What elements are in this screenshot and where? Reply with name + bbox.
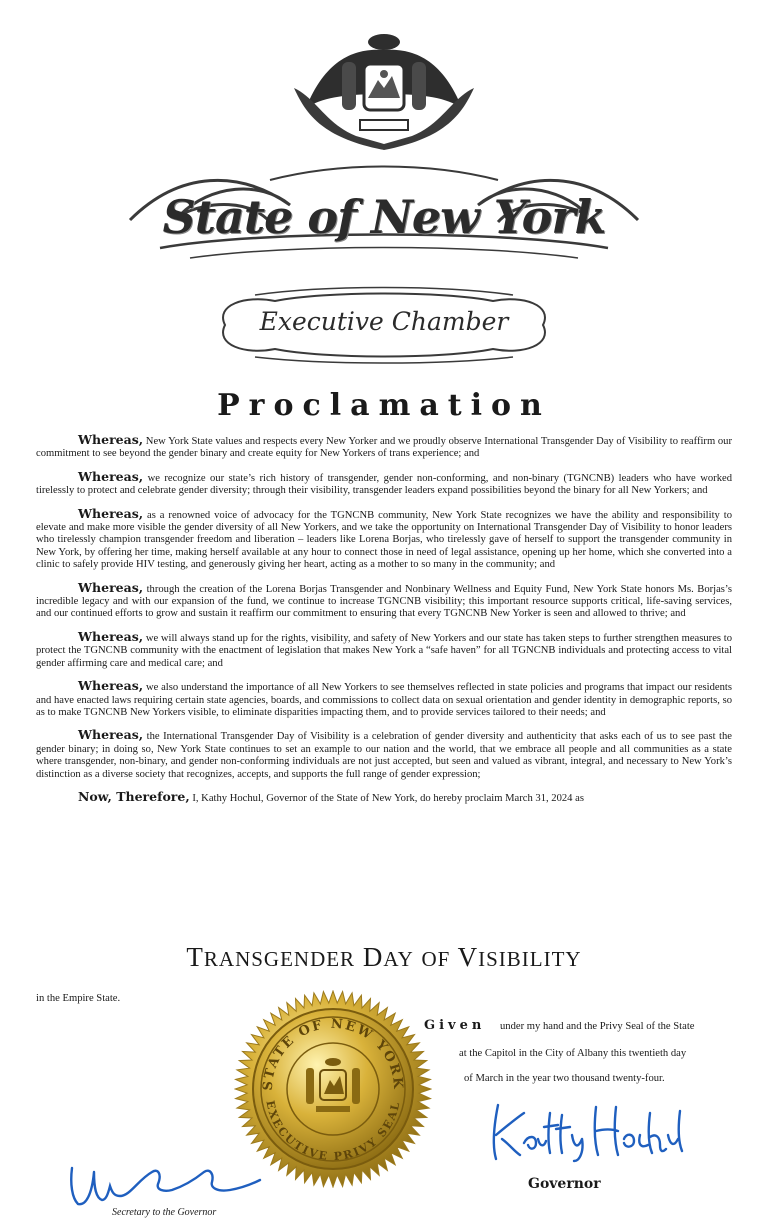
paragraph-lead: Whereas, [78,505,144,521]
day-title-word: AY [383,947,414,971]
state-title-heading [120,160,648,270]
chamber-title-heading [205,285,563,365]
paragraph-text: through the creation of the Lorena Borjas Transgender and Nonbinary Wellness and Equity Fund, New York State honors Ms. Borjas’s incredible legacy and with our expansion of the fund, we continue to increase TGNCNB visibility; this important resource supports critical, life-saving services, and our continued efforts to grow and sustain it reaffirm our commitment to ensuring that every TGNCNB New Yorker is seen and allowed to thrive; and [36,583,732,620]
proclamation-body [36,434,732,815]
given-line-1: under my hand and the Privy Seal of the State [500,1021,695,1032]
new-york-coat-of-arms-icon [286,28,482,152]
day-title-letter: V [457,942,479,972]
seal-bottom-text: EXECUTIVE PRIVY SEAL [263,1099,403,1164]
state-title: State of New York [162,190,606,244]
governor-title: Governor [528,1176,601,1192]
whereas-paragraph-3 [36,505,732,572]
paragraph-text: I, Kathy Hochul, Governor of the State of New York, do hereby proclaim March 31, 2024 as [192,792,584,804]
governor-signature-icon [484,1095,684,1165]
chamber-title: Executive Chamber [259,307,509,336]
secretary-title: Secretary to the Governor [112,1207,217,1218]
paragraph-text: we also understand the importance of all New Yorkers to see themselves reflected in state policies and programs that impact our residents and have enacted laws requiring certain state agencies, boards, and commissions to collect data on sexual orientation and gender identity in demographic reports, so as to make TGNCNB New Yorkers visible, to eliminate disparities impacting them, and to provide services tailored to their needs; and [36,682,732,718]
whereas-paragraph-2 [36,468,732,498]
location-text: in the Empire State. [36,993,121,1004]
whereas-paragraph-5 [36,628,732,670]
now-therefore-paragraph [36,788,732,805]
day-title-word: RANSGENDER [203,947,356,971]
whereas-paragraph-6 [36,680,732,719]
proclaimed-day-title [0,942,768,973]
whereas-paragraph-1 [36,434,732,461]
paragraph-text: as a renowned voice of advocacy for the TGNCNB community, New York State recognizes we have the ability and responsibility to elevate and make more visible the gender diversity of all New Yorkers, and we take the opportunity on International Transgender Day of Visibility to honor leaders who tirelessly champion transgender freedom and liberation – leaders like Lorena Borjas, who tirelessly gave of herself to support the transgender community in New York, by offering her time, making herself available at any hour to connect those in need of legal assistance, opening up her home, which she converted into a clinic to safely provide HIV testing, and generously giving her heart, acting as a mother to so many in the community; and [36,509,732,571]
paragraph-text: the International Transgender Day of Visibility is a celebration of gender diversity and authenticity that asks each of us to see past the gender binary; in doing so, New York State continues to set an example to our nation and the world, that we embrace all people and all communities as a state where transgender, non-binary, and gender non-conforming individuals are not just accepted, but seen and valued as vibrant, integral, and necessary to New York’s distinction as a diverse society that recognizes, accepts, and supports the full range of gender expression; [36,731,732,780]
paragraph-lead: Now, Therefore, [78,788,190,804]
day-title-word: ISIBILITY [478,947,582,971]
day-title-letter: D [362,942,384,972]
given-line-2: at the Capitol in the City of Albany this twentieth day [459,1048,687,1059]
day-title-letter: T [186,942,204,972]
day-title-word: OF [421,947,451,971]
paragraph-lead: Whereas, [78,579,144,595]
secretary-signature-icon [64,1150,264,1212]
paragraph-text: we will always stand up for the rights, visibility, and safety of New Yorkers and our state has taken steps to further strengthen measures to protect the TGNCNB community with the enactment of legislation that makes New York a “safe haven” for all TGNCNB individuals and protecting access to vital gender affirming care and medical care; and [36,632,732,669]
paragraph-lead: Whereas, [78,432,144,447]
paragraph-text: New York State values and respects every New Yorker and we proudly observe International Transgender Day of Visibility to reaffirm our commitment to see beyond the gender binary and create equity for New Yorkers of trans experience; and [36,436,732,460]
seal-top-text: STATE OF NEW YORK [260,1016,406,1092]
given-lead: Given [424,1018,486,1033]
whereas-paragraph-7 [36,729,732,781]
paragraph-text: we recognize our state’s rich history of transgender, gender non-conforming, and non-binary (TGNCNB) leaders who have worked tirelessly to protect and celebrate gender diversity; through their visibility, transgender leaders expand possibilities beyond the binary for all New Yorkers; and [36,472,732,497]
paragraph-lead: Whereas, [78,678,144,694]
document-title: Proclamation [217,388,551,423]
paragraph-lead: Whereas, [78,727,144,743]
paragraph-lead: Whereas, [78,628,144,644]
whereas-paragraph-4 [36,579,732,621]
paragraph-lead: Whereas, [78,468,144,484]
given-line-3: of March in the year two thousand twenty-four. [464,1073,665,1084]
